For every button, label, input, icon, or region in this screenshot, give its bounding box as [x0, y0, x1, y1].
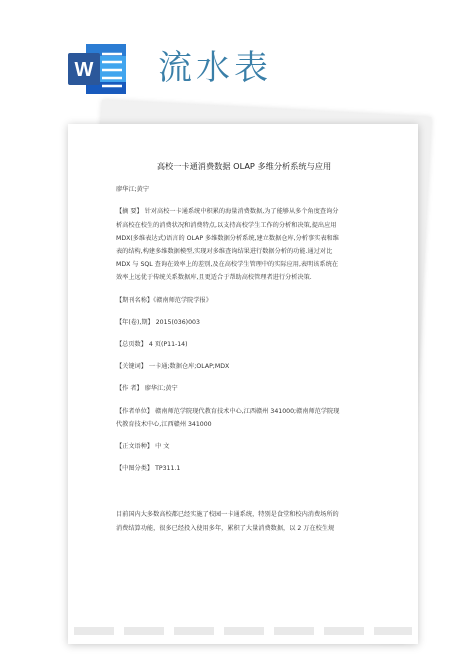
pages-value: 4 页(P11-14): [148, 341, 188, 349]
abstract-line: MDX(多维表达式)语言的 OLAP 多维数据分析系统,建立数据仓库,分析事实表和维: [116, 234, 339, 242]
year-value: 2015(036)003: [155, 318, 200, 326]
classification-label: 【中图分类】: [116, 465, 154, 473]
page-title: 流水表: [158, 48, 272, 88]
affiliation-line: 代教育技术中心,江西赣州 341000: [116, 420, 212, 428]
body-paragraph: [116, 508, 372, 534]
section-gap: [116, 484, 372, 508]
abstract-line: 析高校在校生的消费状况和消费特点,以支持高校学生工作的分析和决策,提出应用: [116, 221, 337, 229]
body-line: 消费结算功能，很多已经投入使用多年，累积了大量消费数据，以 2 万在校生规: [116, 524, 335, 532]
abstract-line: 效率上远优于传统关系数据库,且更适合于帮助高校管理者进行分析决策.: [116, 274, 312, 282]
abstract-line: 针对高校一卡通系统中积累的海量消费数据,为了能够从多个角度查询分: [144, 208, 339, 216]
journal-field: [116, 294, 372, 307]
classification-field: [116, 462, 372, 475]
affiliation-field: [116, 405, 372, 431]
affiliation-label: 【作者单位】: [116, 407, 154, 415]
authors-line: 廖华江;黄宁: [116, 186, 150, 194]
language-label: 【正文语种】: [116, 443, 154, 451]
abstract-line: MDX 与 SQL 查询在效率上的差别,及在高校学生管理中的实际应用,表明该系统在: [116, 261, 339, 269]
journal-value: 《赣南师范学院学报》: [153, 296, 212, 304]
pages-field: [116, 338, 372, 351]
year-label: 【年(卷),期】: [116, 318, 154, 326]
keywords-label: 【关键词】: [116, 363, 147, 371]
pages-label: 【总页数】: [116, 341, 147, 349]
year-field: [116, 316, 372, 329]
author-field: [116, 382, 372, 395]
abstract-line: 表的结构,构建多维数据模型,实现对多维查询结果进行数据分析的功能.通过对比: [116, 248, 333, 256]
language-field: [116, 440, 372, 453]
document-page: [68, 124, 418, 644]
journal-label: 【期刊名称】: [116, 296, 154, 304]
author-label: 【作 者】: [116, 385, 143, 393]
classification-value: TP311.1: [155, 465, 181, 473]
author-value: 廖华江;黄宁: [144, 385, 178, 393]
word-logo-letter: W: [74, 59, 94, 81]
watermark-strip: [68, 624, 418, 638]
language-value: 中 文: [155, 443, 170, 451]
body-line: 目前国内大多数高校都已经实施了校园一卡通系统，特别是食堂和校内消费场所的: [116, 511, 339, 519]
abstract-section: [116, 205, 372, 284]
keywords-field: [116, 360, 372, 373]
abstract-label: 【摘 要】: [116, 208, 143, 216]
document-content: [116, 160, 372, 544]
document-title: 高校一卡通消费数据 OLAP 多维分析系统与应用: [156, 161, 332, 171]
keywords-value: 一卡通;数据仓库;OLAP;MDX: [148, 363, 230, 371]
word-logo-icon: [66, 40, 128, 98]
affiliation-line: 赣南师范学院现代教育技术中心,江西赣州 341000;赣南师范学院现: [155, 407, 340, 415]
